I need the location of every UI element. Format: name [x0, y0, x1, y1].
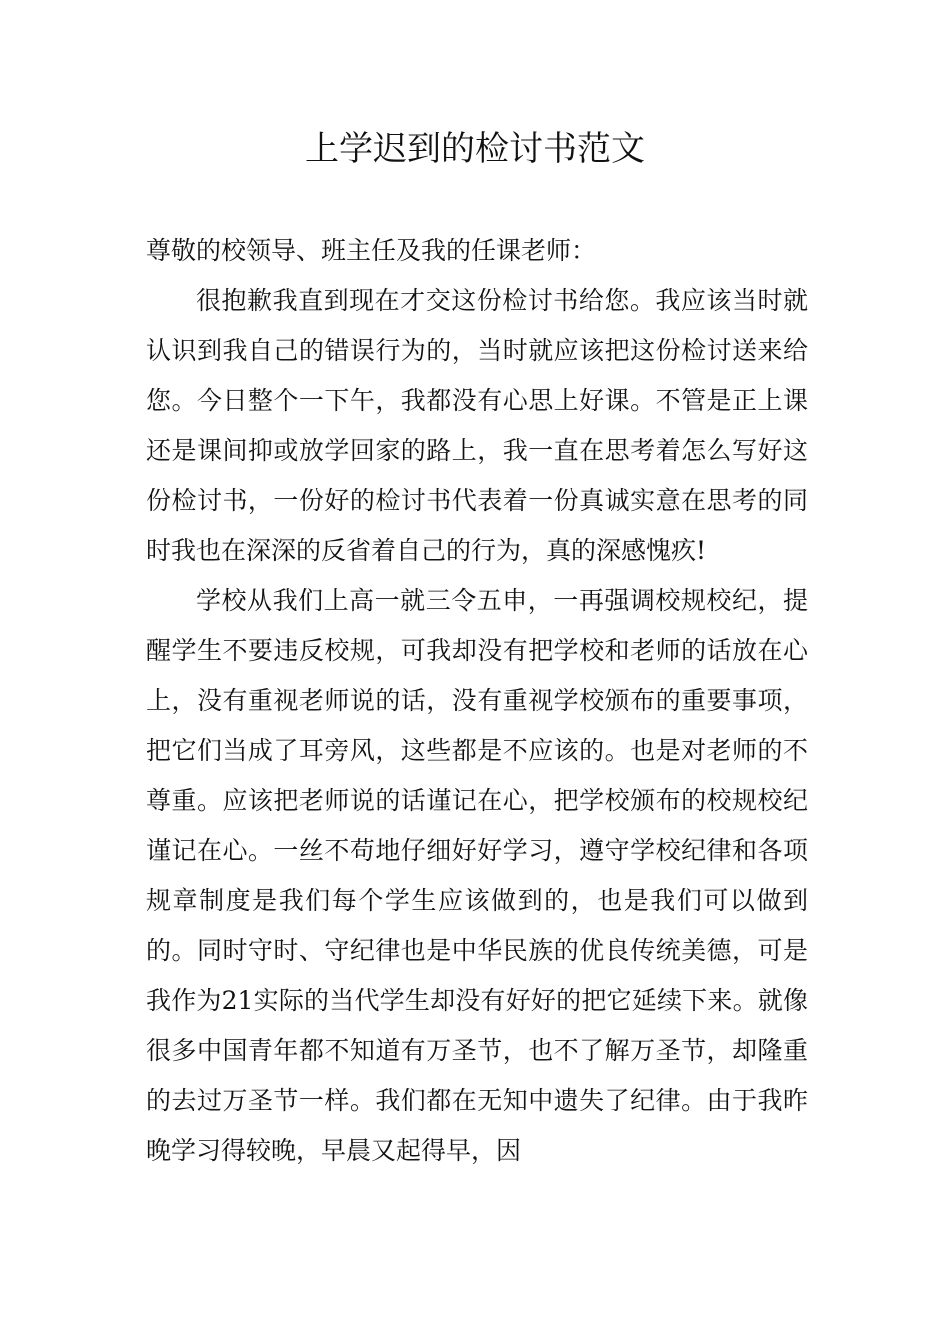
salutation: 尊敬的校领导、班主任及我的任课老师： [146, 236, 597, 265]
document-body [146, 226, 808, 1176]
paragraph-2: 学校从我们上高一就三令五申，一再强调校规校纪，提醒学生不要违反校规，可我却没有把学校和老师的话放在心上，没有重视老师说的话，没有重视学校颁布的重要事项，把它们当成了耳旁风，这些都是不应该的。也是对老师的不尊重。应该把老师说的话谨记在心，把学校颁布的校规校纪谨记在心。一丝不苟地仔细好好学习，遵守学校纪律和各项规章制度是我们每个学生应该做到的，也是我们可以做到的。同时守时、守纪律也是中华民族的优良传统美德，可是我作为21实际的当代学生却没有好好的把它延续下来。就像很多中国青年都不知道有万圣节，也不了解万圣节，却隆重的去过万圣节一样。我们都在无知中遗失了纪律。由于我昨晚学习得较晚，早晨又起得早，因 [146, 586, 808, 1165]
paragraph-1: 很抱歉我直到现在才交这份检讨书给您。我应该当时就认识到我自己的错误行为的，当时就应该把这份检讨送来给您。今日整个一下午，我都没有心思上好课。不管是正上课还是课间抑或放学回家的路上，我一直在思考着怎么写好这份检讨书，一份好的检讨书代表着一份真诚实意在思考的同时我也在深深的反省着自己的行为，真的深感愧疚! [146, 286, 808, 565]
document-title: 上学迟到的检讨书范文 [305, 129, 645, 169]
